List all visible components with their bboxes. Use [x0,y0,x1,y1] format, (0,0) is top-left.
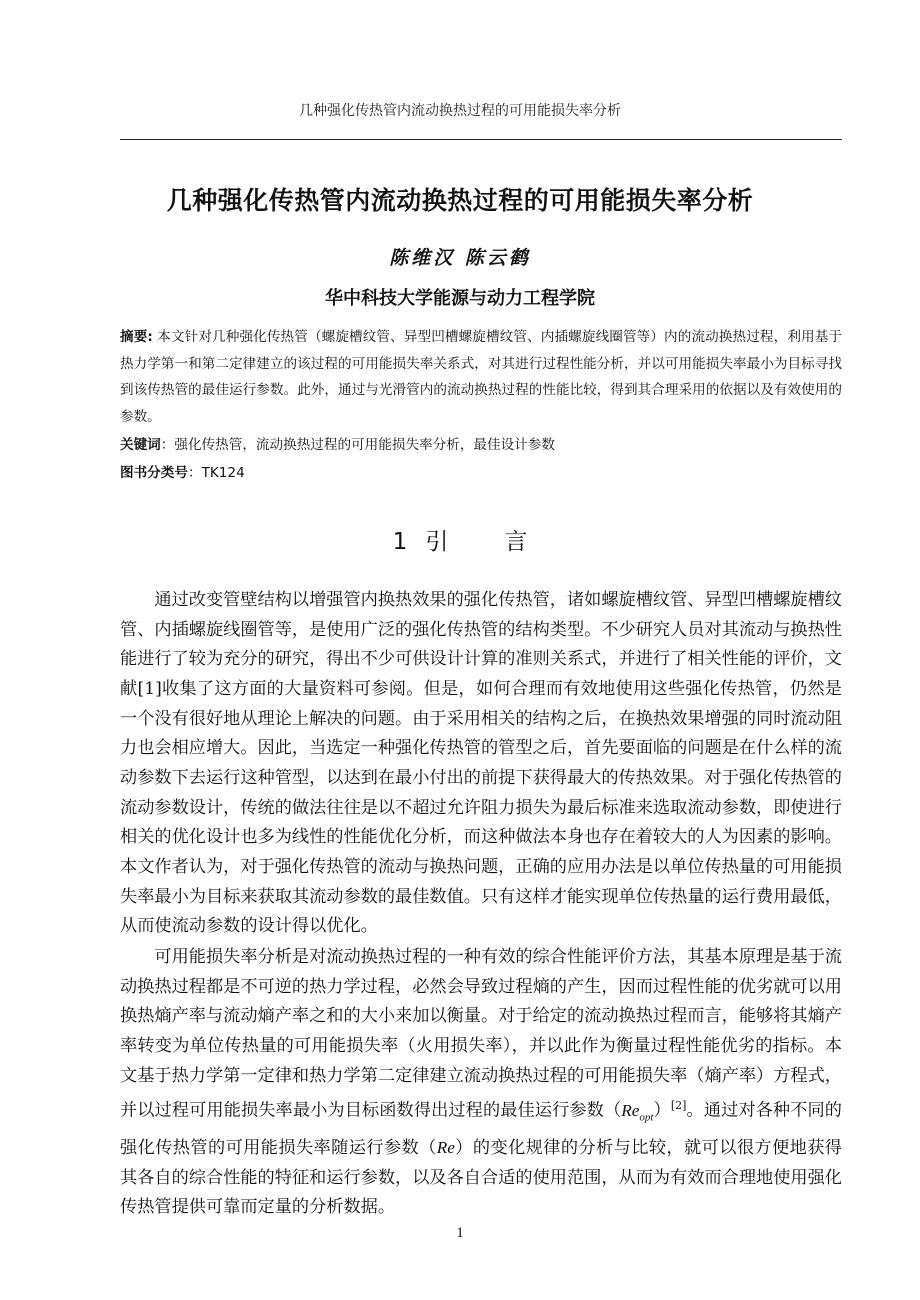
section-title-b: 言 [504,529,528,555]
abstract [120,324,842,430]
section-title-a: 引 [425,529,449,555]
keywords-text: 强化传热管，流动换热过程的可用能损失率分析，最佳设计参数 [174,437,555,453]
classification: 图书分类号：TK124 [120,465,245,481]
paragraph-1: 通过改变管壁结构以增强管内换热效果的强化传热管，诸如螺旋槽纹管、异型凹槽螺旋槽纹管、内插螺旋线圈管等，是使用广泛的强化传热管的结构类型。不少研究人员对其流动与换热性能进行了较为充分的研究，得出不少可供设计计算的准则关系式，并进行了相关性能的评价，文献[1]收集了这方面的大量资料可参阅。但是，如何合理而有效地使用这些强化传热管，仍然是一个没有很好地从理论上解决的问题。由于采用相关的结构之后，在换热效果增强的同时流动阻力也会相应增大。因此，当选定一种强化传热管的管型之后，首先要面临的问题是在什么样的流动参数下去运行这种管型，以达到在最小付出的前提下获得最大的传热效果。对于强化传热管的流动参数设计，传统的做法往往是以不超过允许阻力损失为最后标准来选取流动参数，即使进行相关的优化设计也多为线性的性能优化分析，而这种做法本身也存在着较大的人为因素的影响。本文作者认为，对于强化传热管的流动与换热问题，正确的应用办法是以单位传热量的可用能损失率最小为目标来获取其流动参数的最佳数值。只有这样才能实现单位传热量的运行费用最低，从而使流动参数的设计得以优化。 [120,590,842,937]
affiliation: 华中科技大学能源与动力工程学院 [325,288,595,309]
keywords-label: 关键词 [120,437,161,453]
header-rule [120,139,842,140]
running-header: 几种强化传热管内流动换热过程的可用能损失率分析 [299,103,621,119]
paper-title: 几种强化传热管内流动换热过程的可用能损失率分析 [166,186,754,215]
paragraph-2: 可用能损失率分析是对流动换热过程的一种有效的综合性能评价方法，其基本原理是基于流动换热过程都是不可逆的热力学过程，必然会导致过程熵的产生，因而过程性能的优劣就可以用换热熵产率与流动熵产率之和的大小来加以衡量。对于给定的流动换热过程而言，能够将其熵产率转变为单位传热量的可用能损失率（火用损失率），并以此作为衡量过程性能优劣的指标。本文基于热力学第一定律和热力学第二定律建立流动换热过程的可用能损失率（熵产率）方程式，并以过程可用能损失率最小为目标函数得出过程的最佳运行参数$(Re_{opt})[2]$。通过对各种不同的强化传热管的可用能损失率随运行参数（Re）的变化规律的分析与比较，就可以很方便地获得其各自的综合性能的特征和运行参数，以及各自合适的使用范围，从而为有效而合理地使用强化传热管提供可靠而定量的分析数据。 [120,947,842,1218]
citation-2: [2] [670,1099,687,1113]
classification-label: 图书分类号 [120,465,188,481]
section-number: 1 [392,529,408,555]
classification-text: TK124 [201,465,245,481]
section-heading [0,523,920,556]
authors: 陈维汉 陈云鹤 [389,247,531,269]
abstract-text: 本文针对几种强化传热管（螺旋槽纹管、异型凹槽螺旋槽纹管、内插螺旋线圈管等）内的流动换热过程，利用基于热力学第一和第二定律建立的该过程的可用能损失率关系式，对其进行过程性能分析，并以可用能损失率最小为目标寻找到该传热管的最佳运行参数。此外，通过与光滑管内的流动换热过程的性能比较，得到其合理采用的依据以及有效使用的参数。 [120,329,843,425]
keywords: 关键词：强化传热管，流动换热过程的可用能损失率分析，最佳设计参数 [120,437,555,453]
abstract-label: 摘要: [120,329,153,345]
page-number: 1 [456,1225,464,1241]
re-symbol: Re [436,1138,455,1158]
re-opt: $Re_{opt}$ [621,1101,654,1124]
